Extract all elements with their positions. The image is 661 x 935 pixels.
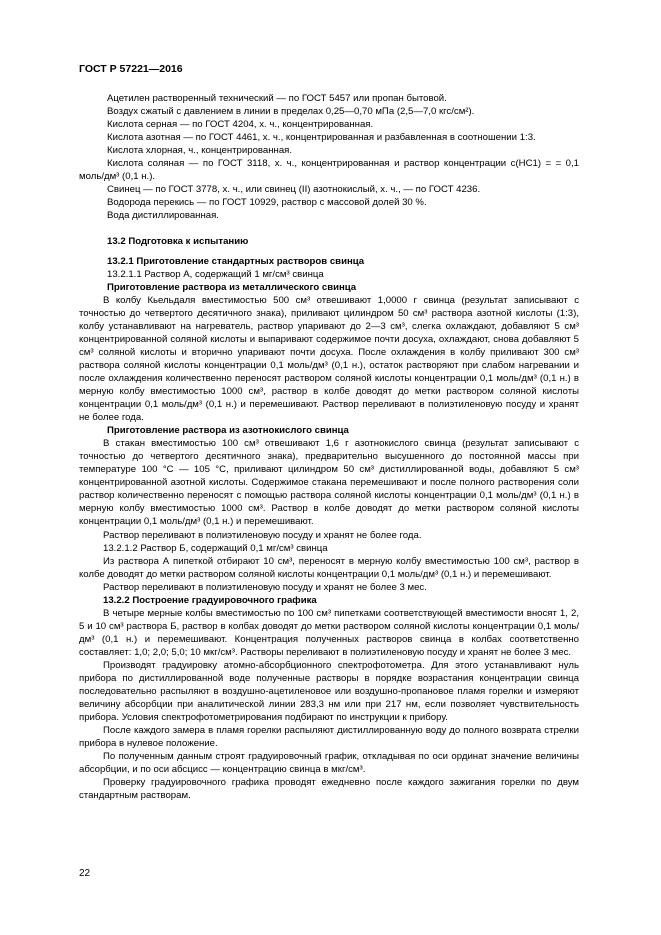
- subsection-heading-13-2-2: 13.2.2 Построение градуировочного графика: [103, 594, 317, 606]
- reagent-line: Ацетилен растворенный технический — по ГОСТ 5457 или пропан бытовой.: [107, 93, 447, 104]
- reagent-line: Вода дистиллированная.: [107, 210, 219, 222]
- solution-b-title: 13.2.1.2 Раствор Б, содержащий 0,1 мг/см³ свинца: [103, 542, 328, 554]
- reagent-line: Воздух сжатый с давлением в линии в пределах 0,25—0,70 мПа (2,5—7,0 кгс/см²).: [107, 106, 475, 118]
- page-number: 22: [79, 868, 91, 879]
- subsection-heading-13-2-1: 13.2.1 Приготовление стандартных растворов свинца: [107, 255, 365, 267]
- solution-a-title: 13.2.1.1 Раствор А, содержащий 1 мг/см³ свинца: [107, 268, 324, 280]
- calibration-paragraph-1: В четыре мерные колбы вместимостью по 100 см³ пипетками соответствующей вместимости вносят 1, 2, 5 и 10 см³ раствора Б, раствор в колбах доводят до метки раствором соляной кислоты концентрации 0,1 моль/дм³ (0,1 н.) и перемешивают. Концентрация полученных растворов свинца в колбах соответственно составляет: 1,0; 2,0; 5,0; 10 мкг/см³. Растворы переливают в полиэтиленовую посуду и хранят не более 3 мес.: [79, 607, 579, 658]
- calibration-paragraph-2: Производят градуировку атомно-абсорбционного спектрофотометра. Для этого устанавливают нуль прибора по дистиллированной воде полученные растворы в порядке возрастания концентрации свинца последовательно распыляют в воздушно-ацетиленовое или воздушно-пропановое пламя горелки и измеряют величину абсорбции при аналитической линии 283,3 нм или при 217 нм, если позволяет чувствительность прибора. Условия спектрофотометрирования подбирают по инструкции к прибору.: [79, 659, 579, 724]
- metallic-lead-text: В колбу Кьельдаля вместимостью 500 см³ отвешивают 1,0000 г свинца (результат записывают с точностью до четвертого десятичного знака), приливают цилиндром 50 см³ раствора азотной кислоты (1:3), колбу устанавливают на нагреватель, раствор упаривают до 2—3 см³, слегка охлаждают, добавляют 5 см³ концентрированной соляной кислоты и выпаривают содержимое почти досуха, охлаждают, снова добавляют 5 см³ соляной кислоты и вторично упаривают почти досуха. После охлаждения в колбу приливают 300 см³ раствора соляной кислоты концентрации 0,1 моль/дм³ (0,1 н.), остаток растворяют при слабом нагревании и после охлаждения количественно переносят раствором соляной кислоты концентрации 0,1 моль/дм³ (0,1 н.) в мерную колбу вместимостью 1000 см³, раствор в колбе доводят до метки раствором соляной кислоты концентрации 0,1 моль/дм³ (0,1 н.) и перемешивают. Раствор переливают в полиэтиленовую посуду и хранят не более года.: [79, 294, 579, 424]
- reagent-line: Кислота азотная — по ГОСТ 4461, х. ч., концентрированная и разбавленная в соотношении 1:3.: [107, 132, 536, 144]
- lead-nitrate-heading: Приготовление раствора из азотнокислого свинца: [107, 425, 349, 437]
- reagent-line: Кислота соляная — по ГОСТ 3118, х. ч., концентрированная и раствор концентрации с(HC1) = = 0,1 моль/дм³ (0,1 н.).: [79, 158, 579, 183]
- document-header: ГОСТ Р 57221—2016: [79, 63, 183, 75]
- reagent-line: Кислота хлорная, ч., концентрированная.: [107, 145, 293, 157]
- reagent-line: Водорода перекись — по ГОСТ 10929, раствор с массовой долей 30 %.: [107, 197, 427, 209]
- reagent-line: Кислота серная — по ГОСТ 4204, х. ч., концентрированная.: [107, 119, 374, 131]
- lead-nitrate-text: В стакан вместимостью 100 см³ отвешивают 1,6 г азотнокислого свинца (результат записывают с точностью до четвертого десятичного знака), предварительно высушенного до постоянной массы при температуре 100 °С — 105 °С, приливают цилиндром 50 см³ дистиллированной воды, добавляют 5 см³ концентрированной азотной кислоты. Содержимое стакана перемешивают и после полного растворения соли раствор количественно переносят с помощью раствора соляной кислоты концентрации 0,1 моль/дм³ (0,1 н.) в мерную колбу вместимостью 1000 см³. Раствор в колбе доводят до метки раствором соляной кислоты концентрации 0,1 моль/дм³ (0,1 н.) и перемешивают.: [79, 438, 579, 528]
- reagent-line: Свинец — по ГОСТ 3778, х. ч., или свинец (II) азотнокислый, х. ч., — по ГОСТ 4236.: [107, 184, 481, 196]
- metallic-lead-heading: Приготовление раствора из металлического свинца: [107, 281, 357, 293]
- storage-note-b: Раствор переливают в полиэтиленовую посуду и хранят не более 3 мес.: [103, 581, 427, 593]
- calibration-paragraph-5: Проверку градуировочного графика проводят ежедневно после каждого зажигания горелки по двум стандартным растворам.: [79, 777, 579, 802]
- document-body: [79, 92, 579, 802]
- storage-note-a: Раствор переливают в полиэтиленовую посуду и хранят не более года.: [103, 529, 422, 541]
- section-heading-13-2: 13.2 Подготовка к испытанию: [107, 236, 249, 248]
- solution-b-text: Из раствора А пипеткой отбирают 10 см³, переносят в мерную колбу вместимостью 100 см³, раствор в колбе доводят до метки раствором соляной кислоты концентрации 0,1 моль/дм³ (0,1 н.) и перемешивают.: [79, 555, 579, 580]
- calibration-paragraph-3: После каждого замера в пламя горелки распыляют дистиллированную воду до полного возврата стрелки прибора в нулевое положение.: [79, 725, 579, 750]
- calibration-paragraph-4: По полученным данным строят градуировочный график, откладывая по оси ординат значение величины абсорбции, и по оси абсцисс — концентрацию свинца в мкг/см³.: [79, 751, 579, 776]
